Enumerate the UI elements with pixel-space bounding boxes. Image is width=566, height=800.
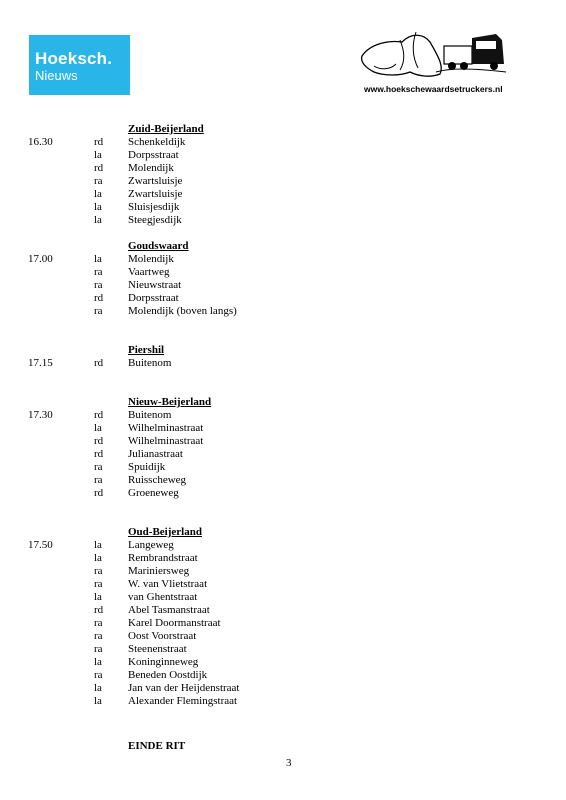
route-row [0,565,566,578]
route-row [0,188,566,201]
direction: la [94,656,102,668]
route-row [0,617,566,630]
route-row [0,591,566,604]
route-row [0,461,566,474]
departure-time: 17.15 [28,357,53,369]
street-name: Wilhelminastraat [128,422,204,434]
route-row [0,305,566,318]
section-heading: Piershil [128,344,165,356]
direction: la [94,188,102,200]
street-name: Buitenom [128,357,172,369]
direction: rd [94,162,104,174]
direction: rd [94,136,104,148]
route-row [0,669,566,682]
route-row [0,682,566,695]
route-row [0,695,566,708]
route-row [0,448,566,461]
street-name: Groeneweg [128,487,179,499]
route-row [0,539,566,552]
route-row [0,656,566,669]
route-row [0,552,566,565]
route-section [0,344,566,370]
truck-logo-icon [360,26,510,84]
direction: la [94,682,102,694]
street-name: Sluisjesdijk [128,201,180,213]
route-row [0,357,566,370]
departure-time: 17.00 [28,253,53,265]
street-name: Mariniersweg [128,565,190,577]
route-row [0,409,566,422]
street-name: van Ghentstraat [128,591,198,603]
route-row [0,487,566,500]
street-name: Vaartweg [128,266,170,278]
direction: rd [94,487,104,499]
website-url: www.hoekschewaardsetruckers.nl [364,84,503,94]
direction: la [94,422,102,434]
direction: la [94,539,102,551]
street-name: Spuidijk [128,461,166,473]
section-heading: Zuid-Beijerland [128,123,204,135]
route-row [0,201,566,214]
direction: ra [94,175,103,187]
route-row [0,214,566,227]
direction: ra [94,305,103,317]
street-name: Zwartsluisje [128,188,183,200]
direction: ra [94,643,103,655]
route-list [0,123,566,708]
street-name: Molendijk (boven langs) [128,305,237,317]
street-name: Alexander Flemingstraat [128,695,238,707]
direction: ra [94,474,103,486]
street-name: Koninginneweg [128,656,199,668]
route-row [0,175,566,188]
direction: ra [94,630,103,642]
departure-time: 17.50 [28,539,53,551]
route-section [0,526,566,708]
street-name: Zwartsluisje [128,175,183,187]
direction: rd [94,448,104,460]
street-name: Dorpsstraat [128,292,179,304]
direction: la [94,552,102,564]
route-section [0,396,566,500]
route-row [0,578,566,591]
direction: ra [94,266,103,278]
street-name: Molendijk [128,162,174,174]
street-name: Nieuwstraat [128,279,182,291]
route-row [0,474,566,487]
route-row [0,149,566,162]
route-section [0,123,566,227]
direction: ra [94,461,103,473]
route-row [0,279,566,292]
direction: rd [94,435,104,447]
direction: la [94,253,102,265]
direction: rd [94,604,104,616]
route-row [0,630,566,643]
logo-subtitle: Nieuws [35,68,78,83]
street-name: Steegjesdijk [128,214,182,226]
direction: ra [94,565,103,577]
street-name: Steenenstraat [128,643,187,655]
route-row [0,643,566,656]
direction: ra [94,578,103,590]
street-name: Oost Voorstraat [128,630,197,642]
end-of-ride-label: EINDE RIT [128,740,186,752]
street-name: W. van Vlietstraat [128,578,208,590]
direction: ra [94,669,103,681]
direction: la [94,201,102,213]
street-name: Dorpsstraat [128,149,179,161]
departure-time: 16.30 [28,136,53,148]
hoeksch-nieuws-logo [29,35,130,95]
street-name: Langeweg [128,539,174,551]
departure-time: 17.30 [28,409,53,421]
route-row [0,604,566,617]
street-name: Buitenom [128,409,172,421]
direction: la [94,591,102,603]
route-row [0,266,566,279]
direction: la [94,149,102,161]
street-name: Jan van der Heijdenstraat [128,682,240,694]
route-section [0,240,566,318]
logo-title: Hoeksch. [35,49,113,68]
route-row [0,435,566,448]
direction: rd [94,357,104,369]
direction: ra [94,617,103,629]
route-row [0,292,566,305]
street-name: Molendijk [128,253,174,265]
street-name: Karel Doormanstraat [128,617,221,629]
page-number: 3 [286,757,292,769]
direction: ra [94,279,103,291]
route-row [0,253,566,266]
direction: rd [94,409,104,421]
route-row [0,162,566,175]
route-row [0,422,566,435]
street-name: Julianastraat [128,448,183,460]
street-name: Abel Tasmanstraat [128,604,210,616]
street-name: Rembrandstraat [128,552,198,564]
direction: la [94,214,102,226]
street-name: Beneden Oostdijk [128,669,208,681]
street-name: Wilhelminastraat [128,435,204,447]
direction: la [94,695,102,707]
section-heading: Oud-Beijerland [128,526,202,538]
direction: rd [94,292,104,304]
section-heading: Nieuw-Beijerland [128,396,212,408]
route-row [0,136,566,149]
street-name: Schenkeldijk [128,136,186,148]
section-heading: Goudswaard [128,240,189,252]
street-name: Ruisscheweg [128,474,187,486]
